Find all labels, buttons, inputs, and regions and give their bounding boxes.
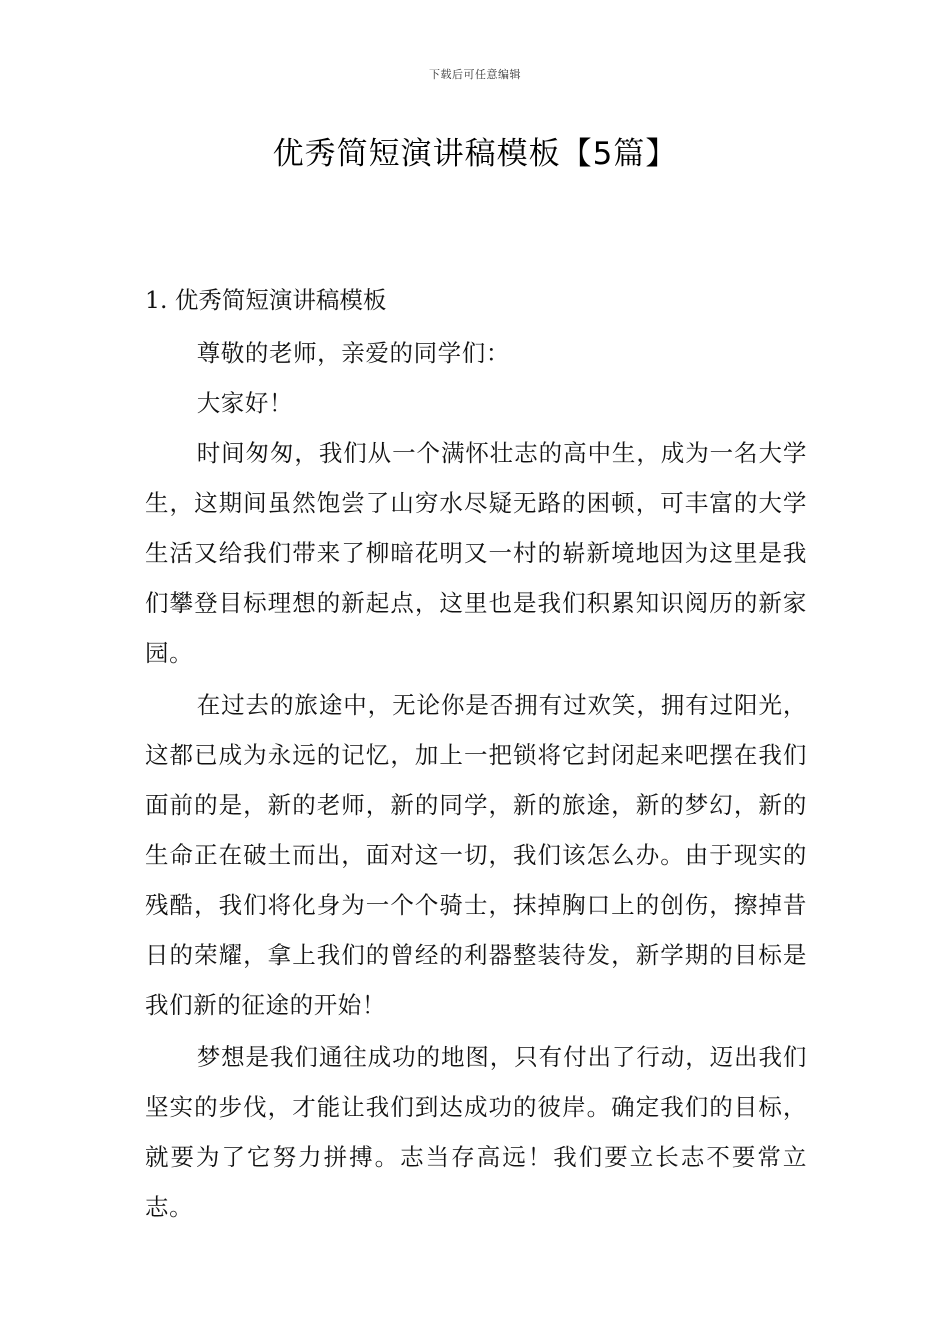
document-title: 优秀简短演讲稿模板【5篇】: [272, 136, 678, 172]
body-paragraph: 梦想是我们通往成功的地图，只有付出了行动，迈出我们坚实的步伐，才能让我们到达成功的彼岸。确定我们的目标，就要为了它努力拼搏。志当存高远！我们要立长志不要常立志。: [145, 1043, 807, 1221]
salutation-paragraph: 尊敬的老师，亲爱的同学们：: [196, 339, 510, 367]
greeting-paragraph: 大家好！: [196, 389, 294, 417]
document-body: [145, 280, 807, 1232]
body-paragraph: 时间匆匆，我们从一个满怀壮志的高中生，成为一名大学生，这期间虽然饱尝了山穷水尽疑无路的困顿，可丰富的大学生活又给我们带来了柳暗花明又一村的崭新境地因为这里是我们攀登目标理想的新起点，这里也是我们积累知识阅历的新家园。: [145, 439, 807, 667]
page-header-note: 下载后可任意编辑: [429, 68, 521, 81]
section-heading: 1. 优秀简短演讲稿模板: [145, 286, 387, 314]
body-paragraph: 在过去的旅途中，无论你是否拥有过欢笑，拥有过阳光，这都已成为永远的记忆，加上一把锁将它封闭起来吧摆在我们面前的是，新的老师，新的同学，新的旅途，新的梦幻，新的生命正在破土而出，面对这一切，我们该怎么办。由于现实的残酷，我们将化身为一个个骑士，抹掉胸口上的创伤，擦掉昔日的荣耀，拿上我们的曾经的利器整装待发，新学期的目标是我们新的征途的开始！: [145, 691, 807, 1019]
